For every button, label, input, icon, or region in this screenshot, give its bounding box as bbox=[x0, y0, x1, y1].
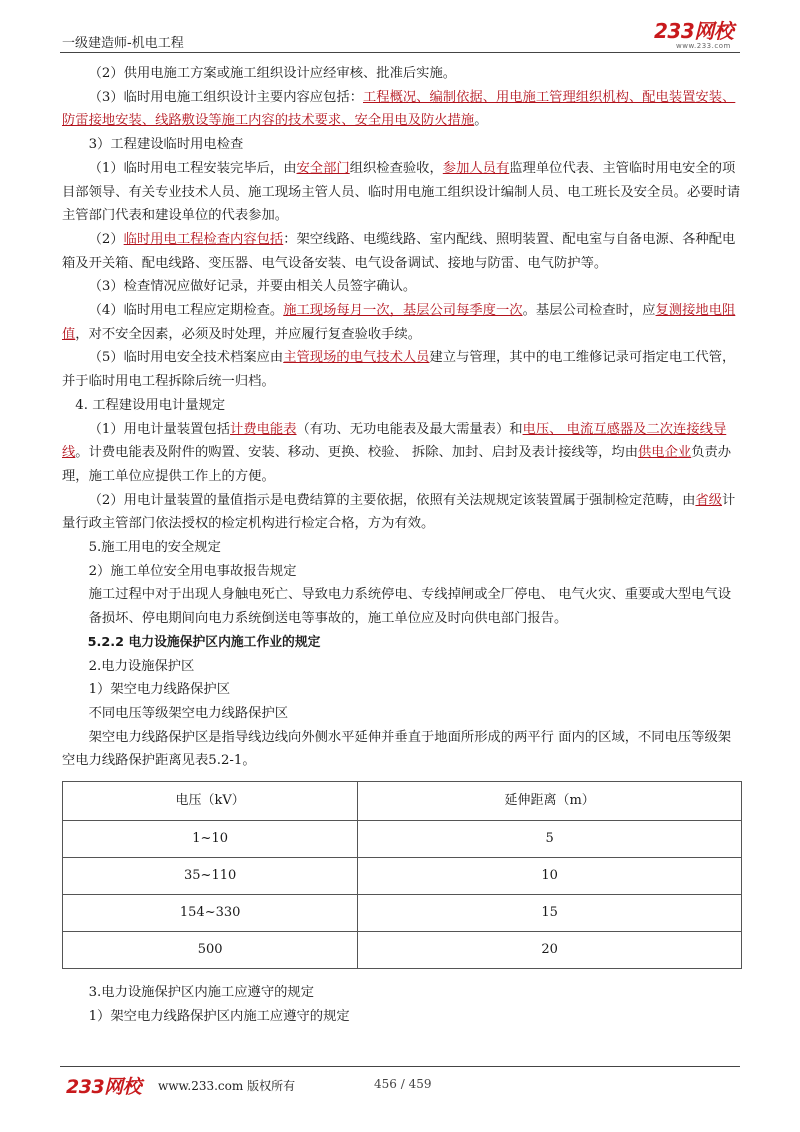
logo-url-text: www.233.com bbox=[676, 42, 731, 50]
table-row bbox=[63, 895, 742, 932]
section-heading: 5.施工用电的安全规定 bbox=[88, 540, 221, 556]
highlight-text: 电压、 电流互感器及二次连接线导线 bbox=[62, 421, 727, 461]
subheading: 1）架空电力线路保护区内施工应遵守的规定 bbox=[88, 1008, 350, 1024]
highlight-text: 参加人员有 bbox=[442, 160, 510, 176]
header-divider bbox=[60, 52, 740, 53]
page-number: 456 / 459 bbox=[374, 1077, 432, 1091]
highlight-text: 施工现场每月一次，基层公司每季度一次 bbox=[283, 303, 523, 319]
table-row bbox=[63, 821, 742, 858]
paragraph: （4）临时用电工程应定期检查。施工现场每月一次，基层公司每季度一次。基层公司检查时，应复测接地电阻值，对不安全因素，必须及时处理，并应履行复查验收手续。 bbox=[62, 303, 736, 342]
subheading: 不同电压等级架空电力线路保护区 bbox=[88, 705, 289, 721]
footer-copyright: www.233.com 版权所有 bbox=[158, 1079, 296, 1093]
highlight-text: 临时用电工程检查内容包括 bbox=[123, 231, 284, 247]
paragraph: 施工过程中对于出现人身触电死亡、导致电力系统停电、专线掉闸或全厂停电、 电气火灾、重要或大型电气设备损坏、停电期间向电力系统倒送电等事故的，施工单位应及时向供电部门报告。 bbox=[88, 587, 732, 627]
subheading: 2.电力设施保护区 bbox=[88, 658, 195, 674]
section-heading: 3.电力设施保护区内施工应遵守的规定 bbox=[88, 985, 315, 1001]
voltage-distance-table bbox=[62, 781, 742, 969]
paragraph: 架空电力线路保护区是指导线边线向外侧水平延伸并垂直于地面所形成的两平行 面内的区域，不同电压等级架空电力线路保护距离见表5.2-1。 bbox=[62, 729, 732, 769]
table-header-row bbox=[63, 782, 742, 821]
paragraph: （5）临时用电安全技术档案应由主管现场的电气技术人员建立与管理，其中的电工维修记录可指定电工代管，并于临时用电工程拆除后统一归档。 bbox=[62, 350, 736, 390]
highlight-text: 工程概况、编制依据、用电施工管理组织机构、配电装置安装、防雷接地安装、线路敷设等施工内容的技术要求、安全用电及防火措施 bbox=[62, 89, 736, 129]
table-cell: 35~110 bbox=[63, 858, 358, 895]
subheading: 1）架空电力线路保护区 bbox=[88, 682, 231, 698]
subheading: 3）工程建设临时用电检查 bbox=[88, 137, 244, 153]
paragraph: （2）供用电施工方案或施工组织设计应经审核、批准后实施。 bbox=[88, 66, 457, 81]
highlight-text: 主管现场的电气技术人员 bbox=[283, 350, 430, 366]
table-cell: 1~10 bbox=[63, 821, 358, 858]
table-cell: 15 bbox=[358, 895, 742, 932]
logo-main-text: 233网校 bbox=[654, 19, 734, 43]
highlight-text: 计费电能表 bbox=[230, 421, 297, 437]
paragraph: （2）临时用电工程检查内容包括：架空线路、电缆线路、室内配线、照明装置、配电室与自备电源、各种配电箱及开关箱、配电线路、变压器、电气设备安装、电气设备调试、接地与防雷、电气防护等。 bbox=[62, 231, 736, 271]
paragraph: （2）用电计量装置的量值指示是电费结算的主要依据，依照有关法规规定该装置属于强制检定范畴，由省级计量行政主管部门依法授权的检定机构进行检定合格，方为有效。 bbox=[62, 492, 736, 532]
highlight-text: 供电企业 bbox=[638, 445, 692, 461]
highlight-text: 省级 bbox=[695, 492, 723, 508]
column-header-voltage: 电压（kV） bbox=[63, 782, 358, 821]
table-row bbox=[63, 858, 742, 895]
table-cell: 10 bbox=[358, 858, 742, 895]
document-body bbox=[62, 62, 742, 1029]
footer-divider bbox=[60, 1066, 740, 1067]
table-cell: 5 bbox=[358, 821, 742, 858]
footer-logo: 233网校 bbox=[66, 1076, 142, 1098]
paragraph: （1）临时用电工程安装完毕后，由安全部门组织检查验收，参加人员有监理单位代表、主管临时用电安全的项目部领导、有关专业技术人员、施工现场主管人员、临时用电施工组织设计编制人员、电工班长及安全员。必要时请主管部门代表和建设单位的代表参加。 bbox=[62, 160, 741, 224]
header-title: 一级建造师-机电工程 bbox=[62, 36, 184, 51]
paragraph: （3）检查情况应做好记录，并要由相关人员签字确认。 bbox=[88, 279, 417, 295]
highlight-text: 复测接地电阻值 bbox=[62, 303, 736, 342]
paragraph: （3）临时用电施工组织设计主要内容应包括：工程概况、编制依据、用电施工管理组织机构、配电装置安装、防雷接地安装、线路敷设等施工内容的技术要求、安全用电及防火措施。 bbox=[62, 89, 736, 129]
subheading: 2）施工单位安全用电事故报告规定 bbox=[88, 563, 297, 579]
table-cell: 500 bbox=[63, 932, 358, 969]
table-cell: 154~330 bbox=[63, 895, 358, 932]
highlight-text: 安全部门 bbox=[296, 160, 350, 176]
brand-logo bbox=[654, 20, 744, 54]
table-row bbox=[63, 932, 742, 969]
table-cell: 20 bbox=[358, 932, 742, 969]
column-header-distance: 延伸距离（m） bbox=[358, 782, 742, 821]
paragraph: （1）用电计量装置包括计费电能表（有功、无功电能表及最大需量表）和电压、 电流互感器及二次连接线导线。计费电能表及附件的购置、安装、移动、更换、校验、 拆除、加封、启封及表计接线等，均由供电企业负责办理，施工单位应提供工作上的方便。 bbox=[62, 421, 732, 484]
section-title: 5.2.2 电力设施保护区内施工作业的规定 bbox=[87, 634, 321, 650]
section-heading: 4. 工程建设用电计量规定 bbox=[75, 397, 226, 413]
